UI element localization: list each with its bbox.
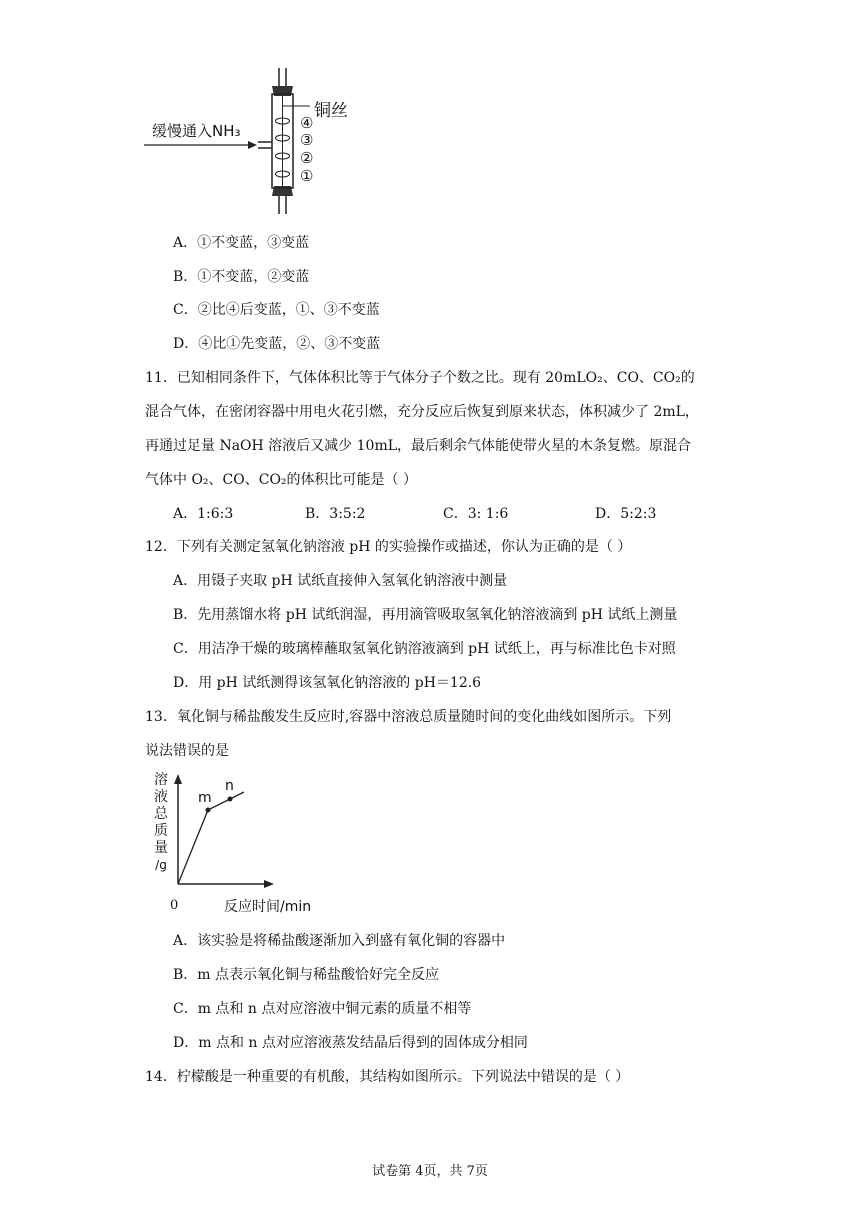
y-label-char: 液 xyxy=(154,789,168,805)
q11-line-2: 混合气体，在密闭容器中用电火花引燃，充分反应后恢复到原来状态，体积减少了 2mL， xyxy=(145,404,699,420)
q13-option-a: A．该实验是将稀盐酸逐渐加入到盛有氧化铜的容器中 xyxy=(173,933,506,949)
q12-option-c: C．用洁净干燥的玻璃棒蘸取氢氧化钠溶液滴到 pH 试纸上，再与标准比色卡对照 xyxy=(173,641,676,657)
page-footer: 试卷第 4页，共 7页 xyxy=(372,1164,488,1179)
apparatus-drawing xyxy=(140,66,370,216)
marker-2: ② xyxy=(300,149,314,167)
q12-option-d: D．用 pH 试纸测得该氢氧化钠溶液的 pH＝12.6 xyxy=(173,675,482,691)
q12-stem: 12．下列有关测定氢氧化钠溶液 pH 的实验操作或描述，你认为正确的是（ ） xyxy=(145,539,632,555)
q13-option-d: D．m 点和 n 点对应溶液蒸发结晶后得到的固体成分相同 xyxy=(173,1035,528,1051)
mass-time-graph xyxy=(148,770,328,915)
q11-line-4: 气体中 O₂、CO、CO₂的体积比可能是（ ） xyxy=(145,472,417,488)
q10-option-d: D．④比①先变蓝，②、③不变蓝 xyxy=(173,336,381,352)
q10-option-a: A．①不变蓝，③变蓝 xyxy=(173,235,310,251)
q13-option-b: B．m 点表示氧化铜与稀盐酸恰好完全反应 xyxy=(173,967,440,983)
q14-stem: 14．柠檬酸是一种重要的有机酸，其结构如图所示。下列说法中错误的是（ ） xyxy=(145,1069,630,1085)
q10-option-c: C．②比④后变蓝，①、③不变蓝 xyxy=(173,302,380,318)
y-label-char: /g xyxy=(155,858,167,872)
marker-4: ④ xyxy=(300,114,314,132)
q11-line-3: 再通过足量 NaOH 溶液后又减少 10mL，最后剩余气体能使带火星的木条复燃。原混合 xyxy=(145,438,692,454)
y-label-char: 溶 xyxy=(154,772,168,788)
q13-option-c: C．m 点和 n 点对应溶液中铜元素的质量不相等 xyxy=(173,1001,472,1017)
marker-1: ① xyxy=(300,167,314,185)
y-label-char: 质 xyxy=(154,823,168,839)
copper-wire-label: 铜丝 xyxy=(314,101,348,121)
point-n-label: n xyxy=(225,778,234,794)
q11-option-b: B．3:5:2 xyxy=(305,506,366,522)
inlet-label: 缓慢通入NH₃ xyxy=(152,122,241,140)
y-axis-label xyxy=(150,772,172,874)
q11-option-c: C．3: 1:6 xyxy=(443,506,509,522)
origin-label: 0 xyxy=(170,898,179,913)
point-m-label: m xyxy=(198,790,212,806)
graph-drawing xyxy=(148,770,328,915)
q10-option-b: B．①不变蓝，②变蓝 xyxy=(173,269,310,285)
q12-option-a: A．用镊子夹取 pH 试纸直接伸入氢氧化钠溶液中测量 xyxy=(173,573,508,589)
q11-line-1: 11．已知相同条件下，气体体积比等于气体分子个数之比。现有 20mLO₂、CO、CO₂的 xyxy=(145,370,695,386)
marker-3: ③ xyxy=(300,131,314,149)
q12-option-b: B．先用蒸馏水将 pH 试纸润湿，再用滴管吸取氢氧化钠溶液滴到 pH 试纸上测量 xyxy=(173,607,678,623)
q11-option-a: A．1:6:3 xyxy=(173,506,234,522)
point-m xyxy=(206,808,211,813)
y-label-char: 总 xyxy=(154,806,168,822)
q13-line-1: 13．氧化铜与稀盐酸发生反应时,容器中溶液总质量随时间的变化曲线如图所示。下列 xyxy=(145,709,672,725)
q13-line-2: 说法错误的是 xyxy=(145,743,229,759)
point-n xyxy=(228,797,233,802)
q11-option-d: D．5:2:3 xyxy=(595,506,657,522)
y-label-char: 量 xyxy=(154,840,168,856)
apparatus-figure xyxy=(140,66,370,216)
x-axis-label: 反应时间/min xyxy=(224,899,312,915)
